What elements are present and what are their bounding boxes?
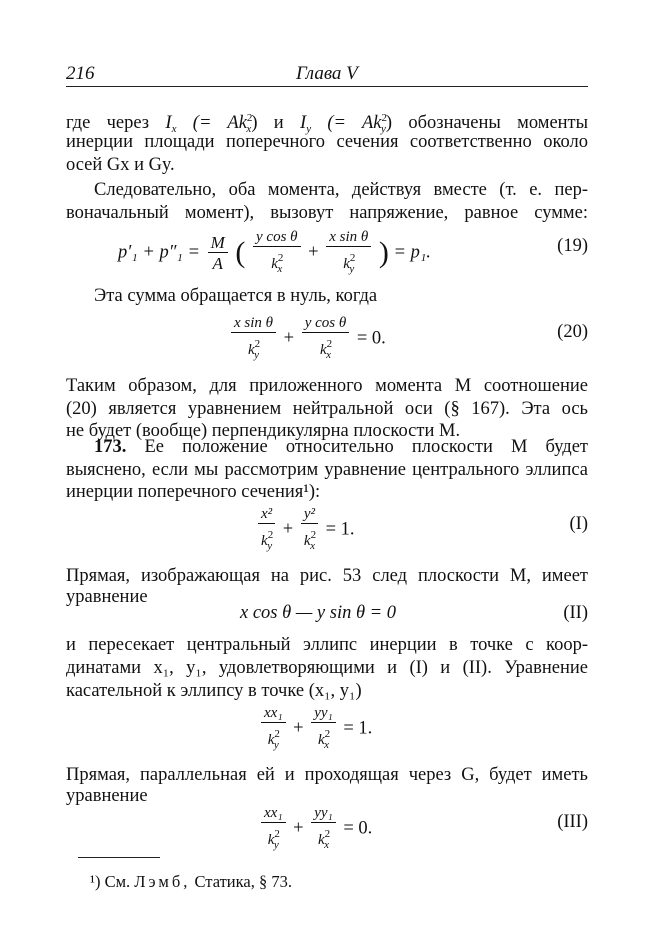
equation-I-number: (I) (569, 514, 588, 534)
equation-II-number: (II) (563, 603, 588, 623)
p6-line3: касательной к эллипсу в точке (x₁, y₁) (66, 681, 362, 701)
footnote: ¹) См. Лэмб, Статика, § 73. (90, 872, 292, 891)
p7-line2: уравнение (66, 786, 148, 806)
equation-II: x cos θ — y sin θ = 0 (240, 603, 397, 623)
p4-line2: (20) является уравнением нейтральной оси (§ 167). Эта ось (66, 399, 588, 419)
equation-20: $\frac{\text{x sin θ}}{k^2_y}$ + $\frac{\text{y cos θ}}{k^2_x}$ = 0. (228, 314, 386, 364)
p3-line1: Эта сумма обращается в нуль, когда (94, 286, 378, 306)
equation-III: $\frac{\text{xx₁}}{k^2_y}$ + $\frac{\text{yy₁}}{k^2_x}$ = 0. (258, 804, 372, 854)
p6-line2: динатами x₁, y₁, удовлетворяющими и (I) и (II). Уравнение (66, 658, 588, 678)
p1-line1: где через $I_x$ (= $Ak^2_x$) и $I_y$ (= $Ak^2_y$) обозначены моменты (66, 112, 589, 135)
section-173-line2: выяснено, если мы рассмотрим уравнение центрального эллипса (66, 460, 588, 480)
section-173-line3: инерции поперечного сечения¹): (66, 482, 321, 502)
chapter-title: Глава V (296, 63, 358, 84)
equation-tangent: $\frac{\text{xx₁}}{k^2_y}$ + $\frac{\text{yy₁}}{k^2_x}$ = 1. (258, 704, 372, 754)
p5-line1: Прямая, изображающая на рис. 53 след плоскости M, имеет (66, 566, 588, 586)
p2-line1: Следовательно, оба момента, действуя вместе (т. е. пер- (94, 180, 588, 200)
page-number: 216 (66, 63, 95, 84)
p4-line1: Таким образом, для приложенного момента M соотношение (66, 376, 588, 396)
p5-line2: уравнение (66, 587, 148, 607)
p6-line1: и пересекает центральный эллипс инерции в точке с коор- (66, 635, 588, 655)
section-number: 173. (94, 437, 127, 457)
p4-line3: не будет (вообще) перпендикулярна плоскости M. (66, 421, 461, 441)
p1-line2: инерции площади поперечного сечения соответственно около (66, 132, 588, 152)
p2-line2: воначальный момент), вызовут напряжение, равное сумме: (66, 203, 588, 223)
equation-19-number: (19) (557, 236, 588, 256)
header-rule (66, 86, 588, 87)
footnote-rule (78, 857, 160, 858)
p1-line3: осей Gx и Gy. (66, 155, 175, 175)
section-173-line1: 173. Ее положение относительно плоскости M будет (94, 437, 589, 457)
equation-I: $\frac{\text{x²}}{k^2_y}$ + $\frac{\text{y²}}{k^2_x}$ = 1. (255, 505, 355, 555)
equation-III-number: (III) (557, 812, 588, 832)
equation-20-number: (20) (557, 322, 588, 342)
p7-line1: Прямая, параллельная ей и проходящая через G, будет иметь (66, 765, 588, 785)
equation-19: p′₁ + p″₁ = $\frac{M}{A}$ ( $\frac{\text{y cos θ}}{k^2_x}$ + $\frac{\text{x sin θ}}{k^2_y}$ ) = p₁. (118, 229, 431, 275)
